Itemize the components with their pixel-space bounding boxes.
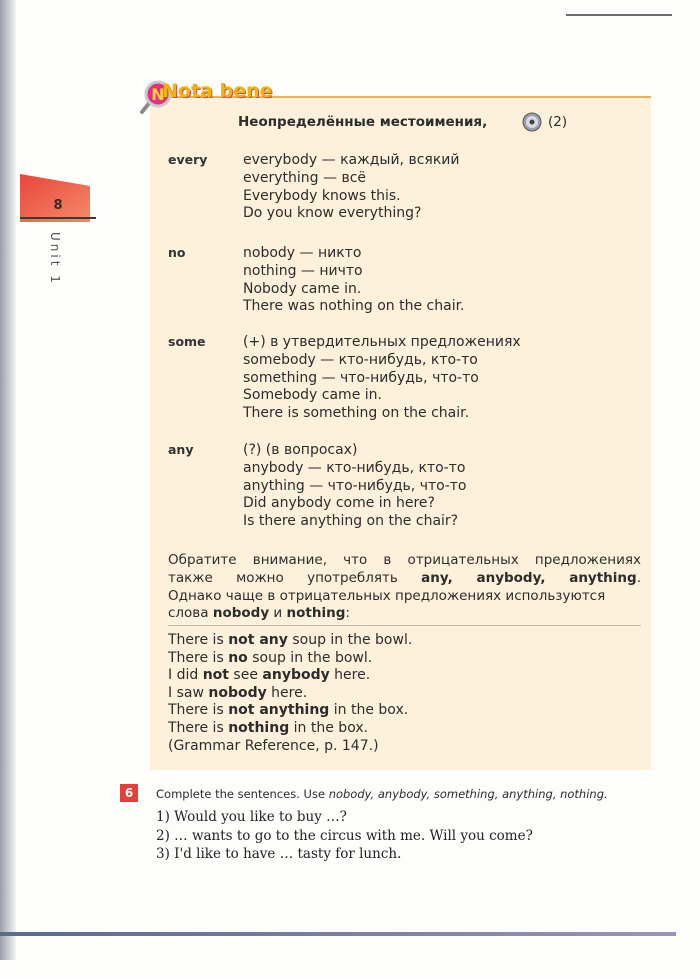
ex-text: see <box>228 667 263 684</box>
grammar-note <box>168 552 641 623</box>
bottom-rule <box>0 932 676 936</box>
exercise-item: 2) … wants to go to the circus with me. Will you come? <box>156 827 533 844</box>
unit-divider <box>20 217 96 219</box>
instruction-text: Complete the sentences. Use <box>156 787 329 801</box>
section-lines <box>243 442 466 531</box>
line: anything — что-нибудь, что-то <box>243 477 467 494</box>
exercise-items <box>156 808 533 864</box>
line: Did anybody come in here? <box>243 495 435 512</box>
ex-bold: anybody <box>262 667 330 684</box>
section-label: no <box>168 245 186 260</box>
ex-text: There is <box>168 719 229 736</box>
ex-text: There is <box>168 702 229 719</box>
instruction-words: nobody, anybody, something, anything, nothing. <box>328 787 608 801</box>
panel-title: Неопределённые местоимения, <box>238 114 488 130</box>
line: Everybody knows this. <box>243 187 401 204</box>
ex-bold: not <box>202 667 229 684</box>
line: (?) (в вопросах) <box>243 442 358 458</box>
exercise-item: 3) I'd like to have … tasty for lunch. <box>156 846 402 863</box>
note-line <box>168 570 641 588</box>
ex-text: I saw <box>168 684 209 701</box>
line: (+) в утвердительных предложениях <box>243 334 521 350</box>
exercise-item: 1) Would you like to buy …? <box>156 809 347 825</box>
note-text: также можно употреблять <box>168 569 422 586</box>
exercise-number-badge: 6 <box>120 784 138 802</box>
top-rule <box>566 14 672 16</box>
line: There was nothing on the chair. <box>243 298 465 315</box>
ex-text: in the box. <box>289 719 369 736</box>
audio-track-number: (2) <box>548 114 568 130</box>
example <box>168 667 412 685</box>
svg-text:N: N <box>151 85 165 104</box>
section-label: every <box>168 152 208 167</box>
note-bold: nothing <box>286 605 346 622</box>
example <box>168 720 412 738</box>
binding-shadow <box>0 0 16 960</box>
line: Nobody came in. <box>243 280 362 297</box>
audio-cd-icon[interactable] <box>522 112 542 132</box>
ex-text: There is <box>168 649 229 666</box>
ex-bold: no <box>228 649 248 666</box>
note-text: и <box>269 605 287 622</box>
ex-text: here. <box>266 684 308 701</box>
line: Is there anything on the chair? <box>243 513 459 530</box>
note-text: : <box>345 605 350 622</box>
note-text: слова <box>168 605 213 622</box>
ex-bold: not any <box>228 632 288 648</box>
section-lines <box>243 334 521 423</box>
unit-label: Unit 1 <box>48 232 62 286</box>
note-line <box>168 605 641 623</box>
ex-bold: nobody <box>208 684 267 701</box>
line: everybody — каждый, всякий <box>243 152 460 168</box>
ex-text: soup in the bowl. <box>247 649 373 666</box>
line: somebody — кто-нибудь, кто-то <box>243 351 478 368</box>
line: There is something on the chair. <box>243 405 470 422</box>
line: something — что-нибудь, что-то <box>243 369 479 386</box>
ex-text: There is <box>168 632 229 648</box>
example <box>168 650 412 668</box>
line: nothing — ничто <box>243 262 363 279</box>
line: everything — всё <box>243 169 367 186</box>
section-label: any <box>168 442 194 457</box>
example <box>168 632 412 650</box>
example <box>168 702 412 720</box>
line: Somebody came in. <box>243 387 382 404</box>
note-bold: any, anybody, anything <box>421 569 637 586</box>
logo-text: Nota bene <box>162 80 273 102</box>
note-bold: nobody <box>212 605 270 622</box>
grammar-reference: (Grammar Reference, p. 147.) <box>168 737 379 754</box>
note-line: Однако чаще в отрицательных предложениях используются <box>168 587 606 604</box>
section-label: some <box>168 334 206 349</box>
line: anybody — кто-нибудь, кто-то <box>243 459 466 476</box>
examples-list <box>168 632 412 755</box>
ex-text: I did <box>168 667 203 684</box>
ex-bold: not anything <box>228 702 330 719</box>
example <box>168 685 412 703</box>
ex-text: in the box. <box>329 702 409 719</box>
exercise-instruction <box>156 787 608 801</box>
line: nobody — никто <box>243 245 362 261</box>
note-text: . <box>636 569 641 586</box>
section-lines <box>243 152 459 223</box>
line: Do you know everything? <box>243 205 422 222</box>
ex-text: soup in the bowl. <box>287 632 413 648</box>
note-line: Обратите внимание, что в отрицательных предложениях <box>168 552 641 568</box>
note-separator <box>168 625 641 626</box>
ex-text: here. <box>329 667 371 684</box>
ex-bold: nothing <box>228 719 290 736</box>
section-lines <box>243 245 465 316</box>
page-number: 8 <box>53 198 63 213</box>
